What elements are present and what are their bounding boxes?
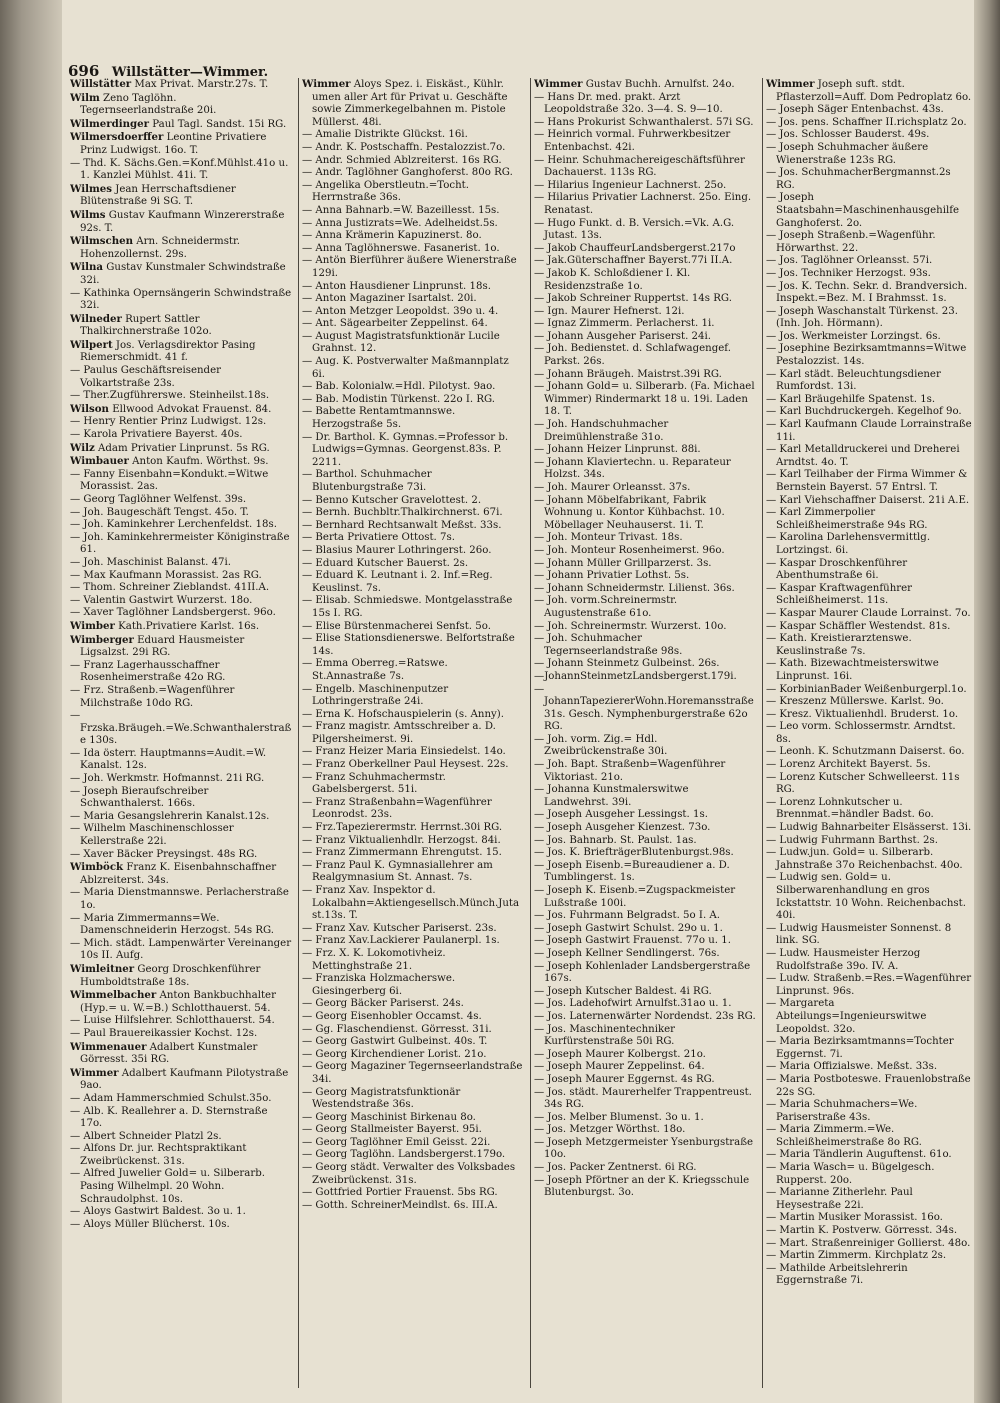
directory-entry: — Andr. Taglöhner Ganghoferst. 80o RG. xyxy=(302,167,513,179)
directory-entry: — Kreszenz Müllerswe. Karlst. 9o. xyxy=(766,696,944,708)
directory-entry: — Elisab. Schmiedswe. Montgelasstraße 15s I. RG. xyxy=(302,595,513,619)
entry-surname: Wilmschen xyxy=(70,235,134,248)
directory-entry: — Ludwig Hausmeister Sonnenst. 8 link. SG. xyxy=(766,922,952,947)
directory-entry: — Johann Müller Grillparzerst. 3s. xyxy=(534,557,712,569)
directory-entry: Wilpert Jos. Verlagsdirektor Pasing Riemerschmidt. 41 f. xyxy=(70,338,256,364)
directory-entry: — Johann Klaviertechn. u. Reparateur Holzst. 34s. xyxy=(534,456,731,481)
directory-entry: — Martin K. Postverw. Görresst. 34s. xyxy=(766,1225,958,1237)
directory-entry: — Johann Heizer Linprunst. 88i. xyxy=(534,444,701,456)
directory-entry: — Kaspar Kraftwagenführer Schleißheimerst. 11s. xyxy=(766,582,913,607)
directory-entry: — Karl Viehschaffner Daiserst. 21i A.E. xyxy=(766,494,970,506)
directory-entry: — Angelika Oberstleutn.=Tocht. Herrnstraße 36s. xyxy=(302,179,470,204)
directory-entry: Wilz Adam Privatier Linprunst. 5s RG. xyxy=(70,441,270,454)
directory-entry: — Joh. Baugeschäft Tengst. 45o. T. xyxy=(70,506,249,518)
directory-entry: — Georg Magaziner Tegernseerlandstraße 34i. xyxy=(302,1061,523,1085)
directory-column-3 xyxy=(534,78,756,1388)
directory-entry: — Anton Metzger Leopoldst. 39o u. 4. xyxy=(302,305,499,317)
directory-entry: — Kaspar Maurer Claude Lorrainst. 7o. xyxy=(766,607,971,619)
directory-entry: — Joseph K. Eisenb.=Zugspackmeister Lußstraße 100i. xyxy=(534,885,736,909)
directory-entry: — Eduard K. Leutnant i. 2. Inf.=Reg. Keuslinst. 7s. xyxy=(302,570,493,594)
directory-entry: — Ludw. Hausmeister Herzog Rudolfstraße 39o. IV. A. xyxy=(766,947,921,972)
directory-entry: — Jos. Packer Zentnerst. 6i RG. xyxy=(534,1162,697,1174)
directory-entry: — Erna K. Hofschauspielerin (s. Anny). xyxy=(302,708,504,720)
page-number: 696 xyxy=(68,62,100,80)
directory-entry: — Jos. Ladehofwirt Arnulfst.31ao u. 1. xyxy=(534,998,732,1010)
directory-entry: — Kaspar Schäffler Westendst. 81s. xyxy=(766,620,951,632)
entry-surname: Wilneder xyxy=(70,312,122,325)
directory-entry: — Anna Krämerin Kapuzinerst. 8o. xyxy=(302,230,482,242)
directory-entry: — Joh. Maschinist Balanst. 47i. xyxy=(70,556,232,568)
directory-entry: — Gottfried Portier Frauenst. 5bs RG. xyxy=(302,1187,498,1199)
directory-entry: — Xaver Bäcker Preysingst. 48s RG. xyxy=(70,848,258,860)
column-rule xyxy=(530,78,531,1388)
directory-entry: — Karola Privatiere Bayerst. 40s. xyxy=(70,429,243,441)
directory-entry: — Georg Stallmeister Bayerst. 95i. xyxy=(302,1124,482,1136)
directory-entry: — Joh. vorm. Zig.= Hdl. Zweibrückenstraße 30i. xyxy=(534,733,668,758)
directory-entry: — Maria Bezirksamtmanns=Tochter Eggernst. 7i. xyxy=(766,1036,954,1060)
entry-surname: Wimleitner xyxy=(70,962,135,975)
directory-entry: — Mathilde Arbeitslehrerin Eggernstraße 7i. xyxy=(766,1262,908,1287)
directory-entry: — Joh. Monteur Trivast. 18s. xyxy=(534,532,683,544)
directory-entry: — Joseph Bieraufschreiber Schwanthalerst. 166s. xyxy=(70,785,209,810)
directory-entry: — Anna Justizrats=We. Adelheidst.5s. xyxy=(302,217,498,229)
directory-entry: Wilna Gustav Kunstmaler Schwindstraße 32i. xyxy=(70,261,286,286)
directory-entry: — Joseph Gastwirt Schulst. 29o u. 1. xyxy=(534,922,723,934)
directory-entry: — Aloys Müller Blücherst. 10s. xyxy=(70,1218,230,1230)
directory-entry: — Joseph Waschanstalt Türkenst. 23. (Inh. Joh. Hörmann). xyxy=(766,305,958,330)
directory-entry: — Joseph Gastwirt Frauenst. 77o u. 1. xyxy=(534,935,731,947)
directory-entry: — August Magistratsfunktionär Lucile Grahnst. 12. xyxy=(302,330,500,355)
entry-surname: Wilna xyxy=(70,261,104,274)
directory-entry: — Jos. Werkmeister Lorzingst. 6s. xyxy=(766,330,941,342)
directory-entry: Wilmschen Arn. Schneidermstr. Hohenzollernst. 29s. xyxy=(70,235,241,260)
directory-entry: — Johann Privatier Lothst. 5s. xyxy=(534,570,690,582)
directory-entry: — Joh. Bapt. Straßenb=Wagenführer Viktoriast. 21o. xyxy=(534,759,726,783)
directory-entry: — Luise Hilfslehrer. Schlotthauerst. 54. xyxy=(70,1015,275,1027)
directory-entry: — Franz Straßenbahn=Wagenführer Leonrodst. 23s. xyxy=(302,796,492,821)
directory-entry: — Antön Bierführer äußere Wienerstraße 129i. xyxy=(302,255,517,279)
directory-entry: — Joseph Eisenb.=Bureaudiener a. D. Tumblingerst. 1s. xyxy=(534,859,730,884)
directory-entry: — Johann Bräugeh. Maistrst.39i RG. xyxy=(534,368,722,380)
directory-entry: — Maria Wasch= u. Bügelgesch. Rupperst. 20o. xyxy=(766,1162,935,1186)
directory-entry: — Frz. X. K. Lokomotivheiz. Mettinghstraße 21. xyxy=(302,947,446,972)
directory-entry: — Kaspar Droschkenführer Abenthumstraße 6i. xyxy=(766,557,908,582)
directory-entry: — Leonh. K. Schutzmann Daiserst. 6o. xyxy=(766,746,965,758)
directory-entry: — Bab. Modistin Türkenst. 22o I. RG. xyxy=(302,393,496,405)
directory-entry: — Joh. vorm.Schreinermstr. Augustenstraße 61o. xyxy=(534,595,678,619)
directory-entry: — Ludw. Straßenb.=Res.=Wagenführer Linprunst. 96s. xyxy=(766,973,972,997)
directory-entry: — Andr. Schmied Ablzreiterst. 16s RG. xyxy=(302,154,502,166)
directory-entry: — Joh. Schreinermstr. Wurzerst. 10o. xyxy=(534,620,727,632)
directory-entry: Wimberger Eduard Hausmeister Ligsalzst. 29i RG. xyxy=(70,633,245,659)
entry-surname: Wimmer xyxy=(302,78,351,90)
directory-entry: — Franz Lagerhausschaffner Rosenheimerstraße 42o RG. xyxy=(70,659,226,684)
entry-surname: Wimmer xyxy=(534,78,583,90)
directory-entry: — JohannTapeziererWohn.Horemansstraße 31s. Gesch. Nymphenburgerstraße 62o RG. xyxy=(534,683,754,733)
directory-entry: Wilms Gustav Kaufmann Winzererstraße 92s. T. xyxy=(70,208,285,234)
directory-entry: — Thom. Schreiner Zieblandst. 41II.A. xyxy=(70,582,270,594)
entry-surname: Wilm xyxy=(70,91,100,104)
directory-entry: — Maria Postboteswe. Frauenlobstraße 22s SG. xyxy=(766,1073,971,1098)
directory-entry: — Anton Magaziner Isartalst. 20i. xyxy=(302,293,477,305)
directory-entry: — Josephine Bezirksamtmanns=Witwe Pestalozzist. 14s. xyxy=(766,343,967,368)
directory-entry: — Joseph Kellner Sendlingerst. 76s. xyxy=(534,947,720,959)
directory-entry: — Georg Bäcker Pariserst. 24s. xyxy=(302,998,464,1010)
directory-entry: — Ign. Maurer Hefnerst. 12i. xyxy=(534,305,685,317)
directory-entry: — Jos. K. BriefträgerBlutenburgst.98s. xyxy=(534,847,734,859)
directory-entry: — Babette Rentamtmannswe. Herzogstraße 5s. xyxy=(302,406,456,431)
directory-entry: — Joseph Maurer Kolbergst. 21o. xyxy=(534,1048,706,1060)
directory-entry: — Georg Kirchendiener Lorist. 21o. xyxy=(302,1048,487,1060)
entry-surname: Wimmer xyxy=(70,1066,119,1079)
directory-entry: — Eduard Kutscher Bauerst. 2s. xyxy=(302,557,469,569)
directory-entry: — Jos. städt. Maurerhelfer Trappentreust. 34s RG. xyxy=(534,1086,752,1111)
directory-entry: — Franz magistr. Amtsschreiber a. D. Pilgersheimerst. 9i. xyxy=(302,721,496,745)
directory-entry: — Emma Oberreg.=Ratswe. St.Annastraße 7s. xyxy=(302,658,448,682)
directory-entry: — Hilarius Privatier Lachnerst. 25o. Eing. Renatast. xyxy=(534,192,752,216)
directory-entry: — Anna Bahnarb.=W. Bazeillesst. 15s. xyxy=(302,204,500,216)
directory-entry: — Karl Buchdruckergeh. Kegelhof 9o. xyxy=(766,406,962,418)
directory-entry: — Franz Xav. Inspektor d. Lokalbahn=Aktiengesellsch.Münch.Jutast.13s. T. xyxy=(302,885,520,922)
directory-entry: — Karl Teilhaber der Firma Wimmer & Bernstein Bayerst. 57 Entrsl. T. xyxy=(766,469,968,493)
directory-entry: Wimbauer Anton Kaufm. Wörthst. 9s. xyxy=(70,455,269,468)
directory-entry: — Bernh. Buchbltr.Thalkirchnerst. 67i. xyxy=(302,507,503,519)
directory-entry: — Franz Heizer Maria Einsiedelst. 14o. xyxy=(302,746,506,758)
entry-surname: Wilms xyxy=(70,208,106,221)
directory-entry: — Albert Schneider Platzl 2s. xyxy=(70,1130,222,1142)
directory-entry: — Georg Gastwirt Gulbeinst. 40s. T. xyxy=(302,1036,488,1048)
entry-surname: Willstätter xyxy=(70,78,132,90)
directory-entry: — Kath. Bizewachtmeisterswitwe Linprunst. 16i. xyxy=(766,658,939,682)
directory-entry: Wilmersdoerffer Leontine Privatiere Prinz Ludwigst. 16o. T. xyxy=(70,131,267,156)
directory-entry: — Karl städt. Beleuchtungsdiener Rumfordst. 13i. xyxy=(766,368,941,393)
directory-entry: — Heinrich vormal. Fuhrwerkbesitzer Entenbachst. 42i. xyxy=(534,129,731,153)
directory-entry: — Alfons Dr. jur. Rechtspraktikant Zweibrückenst. 31s. xyxy=(70,1143,247,1167)
directory-entry: Wimmer Adalbert Kaufmann Pilotystraße 9ao. xyxy=(70,1066,289,1092)
directory-entry: — Hans Dr. med. prakt. Arzt Leopoldstraße 32o. 3—4. S. 9—10. xyxy=(534,91,723,116)
directory-entry: Wimböck Franz K. Eisenbahnschaffner Ablzreiterst. 34s. xyxy=(70,861,277,886)
directory-entry: — Gotth. SchreinerMeindlst. 6s. III.A. xyxy=(302,1199,498,1211)
directory-page xyxy=(62,0,974,1403)
directory-entry: — Engelb. Maschinenputzer Lothringerstraße 24i. xyxy=(302,683,449,708)
directory-entry: — Martin Musiker Morassist. 16o. xyxy=(766,1212,943,1224)
directory-entry: — Karl Bräugehilfe Spatenst. 1s. xyxy=(766,393,936,405)
directory-entry: — Leo vorm. Schlossermstr. Arndtst. 8s. xyxy=(766,721,956,745)
directory-entry: — Frz.Tapezierermstr. Herrnst.30i RG. xyxy=(302,822,503,834)
directory-entry: — Mart. Straßenreiniger Gollierst. 48o. xyxy=(766,1237,971,1249)
directory-column-2 xyxy=(302,78,524,1388)
scan-left-edge xyxy=(0,0,62,1403)
directory-entry: — Jos. Maschinentechniker Kurfürstenstraße 50i RG. xyxy=(534,1023,676,1048)
directory-entry: — Martin Zimmerm. Kirchplatz 2s. xyxy=(766,1250,947,1262)
directory-entry: Wimmer Aloys Spez. i. Eiskäst., Kühlr. umen aller Art für Privat u. Geschäfte sowie Zimmerkegelbahnen m. Pistole Müllerst. 48i. xyxy=(302,78,508,128)
directory-entry: — Georg Taglöhner Welfenst. 39s. xyxy=(70,494,247,505)
directory-entry: — Johann Ausgeher Pariserst. 24i. xyxy=(534,330,712,342)
directory-entry: — Johann Schneidermstr. Lilienst. 36s. xyxy=(534,582,735,594)
directory-entry: — Bab. Kolonialw.=Hdl. Pilotyst. 9ao. xyxy=(302,381,496,393)
directory-entry: — Jakob ChauffeurLandsbergerst.217o xyxy=(534,242,736,254)
entry-surname: Wimmer xyxy=(766,78,815,90)
directory-entry: — Bernhard Rechtsanwalt Meßst. 33s. xyxy=(302,519,502,531)
directory-entry: — Jos. K. Techn. Sekr. d. Brandversich. Inspekt.=Bez. M. I Brahmsst. 1s. xyxy=(766,280,968,305)
directory-entry: — Jak.Güterschaffner Bayerst.77i II.A. xyxy=(534,255,733,267)
directory-entry: — Joseph Staatsbahn=Maschinenhausgehilfe Ganghoferst. 2o. xyxy=(766,192,960,229)
directory-entry: — Johann Gold= u. Silberarb. (Fa. Michael Wimmer) Rindermarkt 18 u. 19i. Laden 18. T. xyxy=(534,381,755,418)
directory-entry: — Kathinka Opernsängerin Schwindstraße 32i. xyxy=(70,287,292,312)
directory-entry: — Joseph Maurer Zeppelinst. 64. xyxy=(534,1061,705,1073)
directory-entry: — Lorenz Lohnkutscher u. Brennmat.=händler Badst. 6o. xyxy=(766,796,934,821)
directory-entry: — Frzska.Bräugeh.=We.Schwanthalerstraße 130s. xyxy=(70,710,292,747)
directory-entry: — Joh. Werkmstr. Hofmannst. 21i RG. xyxy=(70,773,265,785)
directory-entry: — Ida österr. Hauptmanns=Audit.=W. Kanalst. 12s. xyxy=(70,747,267,772)
directory-entry: — Joh. Kaminkehrermeister Königinstraße 61. xyxy=(70,531,290,556)
directory-entry: — Franz Schuhmachermstr. Gabelsbergerst. 51i. xyxy=(302,771,446,796)
directory-column-1 xyxy=(70,78,292,1388)
directory-entry: — Frz. Straßenb.=Wagenführer Milchstraße 10do RG. xyxy=(70,684,235,709)
entry-surname: Wimbauer xyxy=(70,455,129,468)
directory-entry: — Johanna Kunstmalerswitwe Landwehrst. 39i. xyxy=(534,784,689,808)
directory-entry: — Kresz. Viktualienhdl. Bruderst. 1o. xyxy=(766,708,959,720)
directory-entry: — Franz Xav. Kutscher Pariserst. 23s. xyxy=(302,922,497,934)
directory-entry: — Ludwig Fuhrmann Barthst. 2s. xyxy=(766,834,938,846)
directory-entry: Wilmes Jean Herrschaftsdiener Blütenstraße 9i SG. T. xyxy=(70,182,236,208)
directory-entry: — Andr. K. Postschaffn. Pestalozzist.7o. xyxy=(302,141,506,153)
directory-entry: Wimmer Joseph suft. stdt. Pflasterzoll=Auff. Dom Pedroplatz 6o. xyxy=(766,78,972,103)
directory-entry: — Adam Hammerschmied Schulst.35o. xyxy=(70,1092,272,1104)
directory-entry: — Ant. Sägearbeiter Zeppelinst. 64. xyxy=(302,318,488,330)
book-spine-shadow xyxy=(974,0,1000,1403)
entry-surname: Wilpert xyxy=(70,338,113,351)
directory-entry: — Jos. Laternenwärter Nordendst. 23s RG. xyxy=(534,1010,756,1022)
directory-entry: — Gg. Flaschendienst. Görresst. 31i. xyxy=(302,1023,492,1035)
directory-entry: — Georg Eisenhobler Occamst. 4s. xyxy=(302,1010,482,1022)
directory-entry: — Alb. K. Reallehrer a. D. Sternstraße 17o. xyxy=(70,1105,268,1130)
directory-entry: — Jakob K. Schloßdiener I. Kl. Residenzstraße 1o. xyxy=(534,267,691,292)
directory-entry: — Ludwig Bahnarbeiter Elsässerst. 13i. xyxy=(766,822,972,834)
directory-entry: — Marianne Zitherlehr. Paul Heysestraße 22i. xyxy=(766,1187,913,1211)
directory-entry: — Joh. Monteur Rosenheimerst. 96o. xyxy=(534,544,725,556)
directory-entry: — Georg Taglöhn. Landsbergerst.179o. xyxy=(302,1149,506,1161)
entry-surname: Wilz xyxy=(70,441,95,454)
directory-entry: — Johann Steinmetz Gulbeinst. 26s. xyxy=(534,658,720,670)
directory-entry: — Franziska Holzmacherswe. Giesingerberg 6i. xyxy=(302,973,456,997)
directory-entry: — Joseph Metzgermeister Ysenburgstraße 10o. xyxy=(534,1136,754,1161)
directory-entry: — Jos. Metzger Wörthst. 18o. xyxy=(534,1124,686,1136)
directory-entry: — Aloys Gastwirt Baldest. 3o u. 1. xyxy=(70,1206,246,1218)
column-rule xyxy=(298,78,299,1388)
entry-surname: Wilmersdoerffer xyxy=(70,131,164,144)
directory-entry: — Kath. Kreistierarztenswe. Keuslinstraße 7s. xyxy=(766,633,912,657)
directory-entry: — Joseph Ausgeher Kienzest. 73o. xyxy=(534,822,711,834)
directory-entry: — Hilarius Ingenieur Lachnerst. 25o. xyxy=(534,179,727,191)
directory-entry: — Lorenz Architekt Bayerst. 5s. xyxy=(766,759,931,771)
directory-entry: — Karl Zimmerpolier Schleißheimerstraße 94s RG. xyxy=(766,507,928,531)
directory-entry: — Maria Dienstmannswe. Perlacherstraße 1o. xyxy=(70,887,289,911)
directory-entry: Wilm Zeno Taglöhn. Tegernseerlandstraße 20i. xyxy=(70,91,217,117)
directory-entry: — Paulus Geschäftsreisender Volkartstraße 23s. xyxy=(70,365,221,389)
directory-entry: — Franz Viktualienhdlr. Herzogst. 84i. xyxy=(302,834,501,846)
directory-entry: Wimleitner Georg Droschkenführer Humboldtstraße 18s. xyxy=(70,962,261,988)
directory-entry: — Joseph Schuhmacher äußere Wienerstraße 123s RG. xyxy=(766,141,929,166)
directory-entry: — Barthol. Schuhmacher Blutenburgstraße 73i. xyxy=(302,469,432,493)
directory-entry: — Jos. Fuhrmann Belgradst. 5o I. A. xyxy=(534,910,721,922)
directory-entry: — Amalie Distrikte Glückst. 16i. xyxy=(302,129,468,141)
entry-surname: Wimmenauer xyxy=(70,1040,147,1053)
directory-entry: Wimber Kath.Privatiere Karlst. 16s. xyxy=(70,619,260,632)
directory-entry: — Georg städt. Verwalter des Volksbades Zweibrückenst. 31s. xyxy=(302,1162,516,1186)
directory-entry: — Henry Rentier Prinz Ludwigst. 12s. xyxy=(70,416,267,428)
directory-entry: — Jakob Schreiner Ruppertst. 14s RG. xyxy=(534,293,732,305)
directory-entry: — Elise Stationsdienerswe. Belfortstraße 14s. xyxy=(302,633,515,657)
directory-entry: — Xaver Taglöhner Landsbergerst. 96o. xyxy=(70,607,276,619)
directory-entry: — Valentin Gastwirt Wurzerst. 18o. xyxy=(70,594,253,606)
entry-surname: Wimmelbacher xyxy=(70,989,157,1002)
directory-entry: — Paul Brauereikassier Kochst. 12s. xyxy=(70,1027,258,1039)
directory-entry: — Joseph Maurer Eggernst. 4s RG. xyxy=(534,1073,715,1085)
directory-entry: — Margareta Abteilungs=Ingenieurswitwe Leopoldst. 32o. xyxy=(766,998,927,1035)
directory-entry: — Ignaz Zimmerm. Perlacherst. 1i. xyxy=(534,318,715,330)
column-rule xyxy=(762,78,763,1388)
directory-entry: — Berta Privatiere Ottost. 7s. xyxy=(302,532,455,544)
directory-entry: — Joseph Straßenb.=Wagenführ. Hörwarthst. 22. xyxy=(766,230,936,254)
directory-entry: Willstätter Max Privat. Marstr.27s. T. xyxy=(70,78,269,90)
directory-entry: — Jos. Techniker Herzogst. 93s. xyxy=(766,267,931,279)
running-title: Willstätter—Wimmer. xyxy=(111,65,269,80)
directory-entry: Wilson Ellwood Advokat Frauenst. 84. xyxy=(70,402,272,415)
directory-entry: — Jos. SchuhmacherBergmannst.2s RG. xyxy=(766,167,951,191)
directory-column-4 xyxy=(766,78,972,1388)
directory-entry: — Joh. Schuhmacher Tegernseerlandstraße 98s. xyxy=(534,633,683,657)
directory-entry: — Lorenz Kutscher Schwelleerst. 11s RG. xyxy=(766,771,960,796)
directory-entry: — Karolina Darlehensvermittlg. Lortzingst. 6i. xyxy=(766,532,931,556)
directory-entry: — KorbinianBader Weißenburgerpl.1o. xyxy=(766,683,967,695)
directory-entry: Wilmerdinger Paul Tagl. Sandst. 15i RG. xyxy=(70,117,287,130)
directory-entry: — Wilhelm Maschinenschlosser Kellerstraße 22i. xyxy=(70,823,234,848)
directory-entry: — Ludwig sen. Gold= u. Silberwarenhandlung en gros Ickstattstr. 10 Wohn. Reichenbachst. 40i. xyxy=(766,872,966,922)
directory-entry: — Anna Taglöhnerswe. Fasanerist. 1o. xyxy=(302,242,500,254)
directory-entry: — Max Kaufmann Morassist. 2as RG. xyxy=(70,569,262,581)
directory-entry: — Thd. K. Sächs.Gen.=Konf.Mühlst.41o u. 1. Kanzlei Mühlst. 41i. T. xyxy=(70,157,289,182)
directory-entry: — Maria Zimmerm.=We. Schleißheimerstraße 8o RG. xyxy=(766,1124,922,1148)
directory-entry: — Joh. Handschuhmacher Dreimühlenstraße 31o. xyxy=(534,419,669,443)
directory-entry: — Maria Offizialswe. Meßst. 33s. xyxy=(766,1061,938,1073)
directory-entry: — Jos. Bahnarb. St. Paulst. 1as. xyxy=(534,834,697,846)
entry-surname: Wilmerdinger xyxy=(70,117,150,130)
directory-entry: — Elise Bürstenmacherei Senfst. 5o. xyxy=(302,620,491,632)
directory-entry: — Joh. Bedienstet. d. Schlafwagengef. Parkst. 26s. xyxy=(534,343,731,368)
directory-entry: — Aug. K. Postverwalter Maßmannplatz 6i. xyxy=(302,356,509,380)
directory-entry: — Maria Gesangslehrerin Kanalst.12s. xyxy=(70,810,270,822)
directory-entry: — Joseph Kohlenlader Landsbergerstraße 167s. xyxy=(534,960,751,985)
entry-surname: Wimberger xyxy=(70,633,134,646)
directory-entry: Wilneder Rupert Sattler Thalkirchnerstraße 102o. xyxy=(70,312,212,338)
entry-surname: Wilmes xyxy=(70,182,112,195)
directory-entry: — Joseph Säger Entenbachst. 43s. xyxy=(766,104,944,116)
directory-entry: — Georg Taglöhner Emil Geisst. 22i. xyxy=(302,1136,491,1148)
directory-entry: — Maria Schuhmachers=We. Pariserstraße 43s. xyxy=(766,1099,918,1123)
directory-entry: — Joseph Ausgeher Lessingst. 1s. xyxy=(534,809,708,821)
directory-entry: — Franz Xav.Lackierer Paulanerpl. 1s. xyxy=(302,935,500,947)
directory-entry: — Jos. Schlosser Bauderst. 49s. xyxy=(766,129,930,141)
directory-entry: — Karl Metalldruckerei und Dreherei Arndtst. 4o. T. xyxy=(766,444,960,468)
directory-entry: Wimmelbacher Anton Bankbuchhalter (Hyp.= u. W.=B.) Schlotthauerst. 54. xyxy=(70,989,276,1014)
directory-entry: — Franz Paul K. Gymnasiallehrer am Realgymnasium St. Annast. 7s. xyxy=(302,859,493,884)
directory-entry: — Blasius Maurer Lothringerst. 26o. xyxy=(302,544,492,556)
directory-entry: — Joh. Maurer Orleansst. 37s. xyxy=(534,482,691,493)
directory-entry: — Franz Zimmermann Ehrengutst. 15. xyxy=(302,847,502,859)
directory-entry: Wimmenauer Adalbert Kunstmaler Görresst. 35i RG. xyxy=(70,1040,258,1066)
directory-entry: — Maria Zimmermanns=We. Damenschneiderin Herzogst. 54s RG. xyxy=(70,912,275,937)
directory-entry: — Heinr. Schuhmachereigeschäftsführer Dachauerst. 113s RG. xyxy=(534,154,745,179)
directory-entry: — Fanny Eisenbahn=Kondukt.=Witwe Morassist. 2as. xyxy=(70,468,269,493)
directory-entry: — Joh. Kaminkehrer Lerchenfeldst. 18s. xyxy=(70,519,277,531)
directory-entry: — Jos. Melber Blumenst. 3o u. 1. xyxy=(534,1111,704,1123)
directory-entry: — Benno Kutscher Gravelottest. 2. xyxy=(302,494,482,506)
directory-entry: — Johann Möbelfabrikant, Fabrik Wohnung u. Kontor Kühbachst. 10. Möbellager Neuhauserst. 1i. T. xyxy=(534,494,725,531)
directory-entry: — Alfred Juwelier Gold= u. Silberarb. Pasing Wilhelmpl. 20 Wohn. Schraudolphst. 10s. xyxy=(70,1168,266,1205)
directory-entry: —JohannSteinmetzLandsbergerst.179i. xyxy=(534,670,737,682)
directory-entry: — Ludw.jun. Gold= u. Silberarb. Jahnstraße 37o Reichenbachst. 40o. xyxy=(766,847,963,871)
entry-surname: Wimböck xyxy=(70,861,124,874)
directory-entry: — Joseph Kutscher Baldest. 4i RG. xyxy=(534,985,712,997)
directory-entry: — Georg Magistratsfunktionär Westendstraße 36s. xyxy=(302,1086,461,1111)
directory-entry: — Karl Kaufmann Claude Lorrainstraße 11i. xyxy=(766,419,972,443)
directory-entry: — Jos. Taglöhner Orleansst. 57i. xyxy=(766,255,933,267)
directory-entry: — Jos. pens. Schaffner II.richsplatz 2o. xyxy=(766,116,967,128)
directory-entry: — Hans Prokurist Schwanthalerst. 57i SG. xyxy=(534,116,754,128)
directory-entry: — Joseph Pförtner an der K. Kriegsschule Blutenburgst. 3o. xyxy=(534,1174,750,1199)
directory-entry: Wimmer Gustav Buchh. Arnulfst. 24o. xyxy=(534,78,735,90)
directory-entry: — Maria Tändlerin Auguftenst. 61o. xyxy=(766,1149,952,1161)
directory-entry: — Franz Oberkellner Paul Heysest. 22s. xyxy=(302,759,509,771)
directory-entry: — Dr. Barthol. K. Gymnas.=Professor b. Ludwigs=Gymnas. Georgenst.83s. P. 2211. xyxy=(302,431,509,468)
directory-entry: — Georg Maschinist Birkenau 8o. xyxy=(302,1111,476,1123)
directory-entry: — Hugo Funkt. d. B. Versich.=Vk. A.G. Jutast. 13s. xyxy=(534,217,735,242)
directory-entry: — Ther.Zugführerswe. Steinheilst.18s. xyxy=(70,390,270,402)
directory-entry: — Anton Hausdiener Linprunst. 18s. xyxy=(302,280,491,292)
entry-surname: Wilson xyxy=(70,402,109,415)
entry-surname: Wimber xyxy=(70,619,115,632)
directory-entry: — Mich. städt. Lampenwärter Vereinanger 10s II. Aufg. xyxy=(70,937,292,962)
